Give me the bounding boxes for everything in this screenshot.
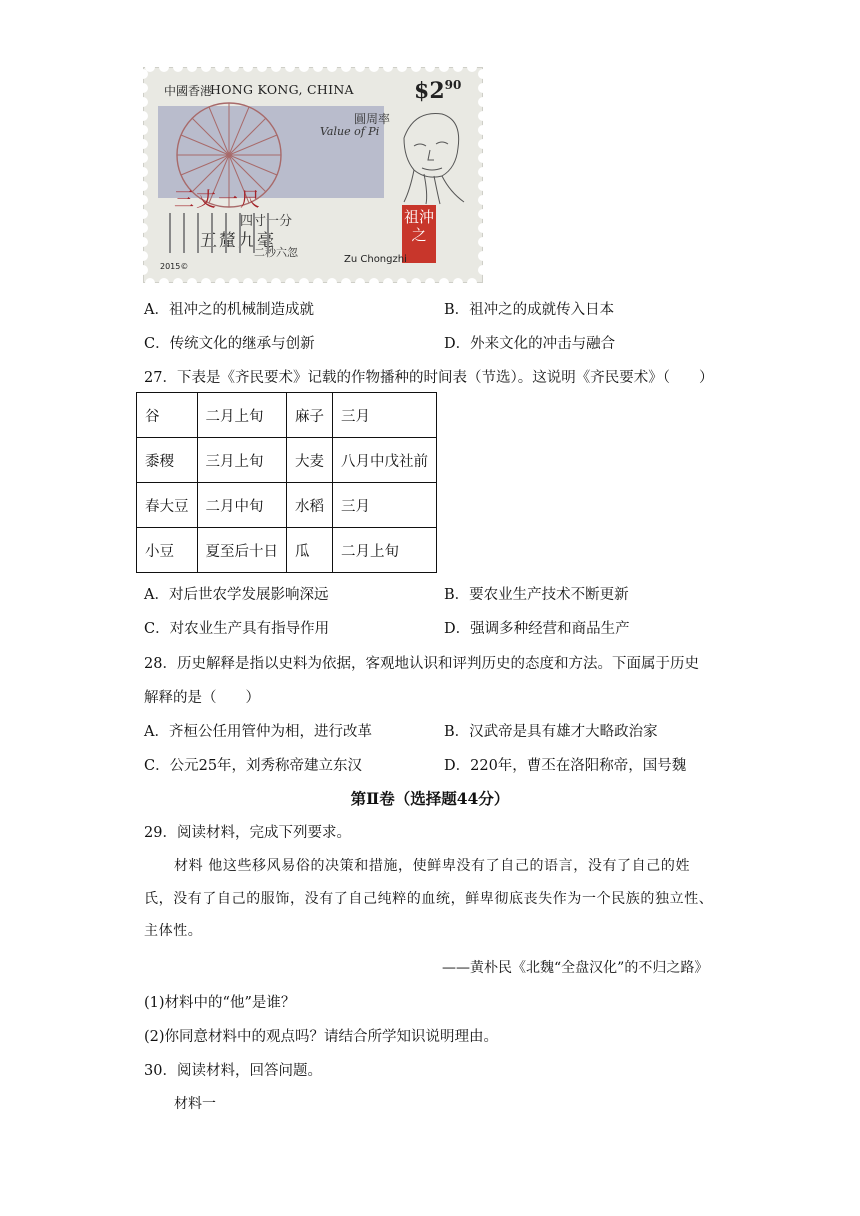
table-row bbox=[137, 438, 437, 483]
stamp-perforation bbox=[257, 278, 267, 288]
table-cell: 二月上旬 bbox=[197, 393, 287, 438]
stamp-calligraphy-2: 四寸一分 bbox=[240, 214, 293, 229]
stamp-perforation bbox=[478, 223, 488, 233]
stamp-perforation bbox=[341, 278, 351, 288]
stamp-perforation bbox=[229, 62, 239, 72]
stamp-price-main: 2 bbox=[429, 78, 445, 104]
table-cell: 谷 bbox=[137, 393, 198, 438]
table-cell: 夏至后十日 bbox=[197, 528, 287, 573]
table-row bbox=[137, 483, 437, 528]
q28-stem-line1: 28．历史解释是指以史料为依据，客观地认识和评判历史的态度和方法。下面属于历史 bbox=[144, 656, 699, 672]
stamp-perforation bbox=[138, 251, 148, 261]
table-cell: 小豆 bbox=[137, 528, 198, 573]
stamp-perforation bbox=[285, 62, 295, 72]
stamp-perforation bbox=[369, 62, 379, 72]
stamp-perforation bbox=[341, 62, 351, 72]
table-cell: 三月上旬 bbox=[197, 438, 287, 483]
stamp-perforation bbox=[439, 62, 449, 72]
stamp-perforation bbox=[478, 125, 488, 135]
stamp-perforation bbox=[439, 278, 449, 288]
stamp-perforation bbox=[478, 69, 488, 79]
stamp-calligraphy-4: 二秒六忽 bbox=[254, 246, 298, 259]
table-cell: 二月中旬 bbox=[197, 483, 287, 528]
stamp-perforation bbox=[411, 278, 421, 288]
stamp-perforation bbox=[271, 62, 281, 72]
q29-material-line3: 主体性。 bbox=[144, 923, 203, 939]
stamp-perforation bbox=[159, 278, 169, 288]
table-cell: 三月 bbox=[333, 483, 437, 528]
table-cell: 八月中戊社前 bbox=[333, 438, 437, 483]
stamp-perforation bbox=[138, 125, 148, 135]
stamp-calligraphy-1: 三丈一尺 bbox=[174, 187, 262, 211]
abacus-rods-drawing bbox=[160, 208, 280, 258]
stamp-title-cn: 圓周率 bbox=[354, 112, 391, 126]
stamp-perforation bbox=[138, 167, 148, 177]
stamp-red-seal: 祖沖之 bbox=[402, 205, 436, 263]
stamp-perforation bbox=[159, 62, 169, 72]
q29-stem: 29．阅读材料，完成下列要求。 bbox=[144, 825, 351, 841]
stamp-perforation bbox=[313, 62, 323, 72]
crop-sowing-table bbox=[136, 392, 437, 573]
stamp-header-en: HONG KONG, CHINA bbox=[210, 82, 354, 97]
stamp-perforation bbox=[173, 62, 183, 72]
q26-option-a: A．祖冲之的机械制造成就 bbox=[144, 302, 314, 318]
stamp-perforation bbox=[478, 265, 488, 275]
q27-option-d: D．强调多种经营和商品生产 bbox=[444, 621, 630, 637]
stamp-perforation bbox=[138, 97, 148, 107]
stamp-perforation bbox=[138, 237, 148, 247]
q28-option-a: A．齐桓公任用管仲为相，进行改革 bbox=[144, 724, 372, 740]
stamp-perforation bbox=[187, 62, 197, 72]
stamp-perforation bbox=[478, 83, 488, 93]
stamp-perforation bbox=[138, 153, 148, 163]
zu-chongzhi-portrait bbox=[384, 98, 474, 208]
stamp-price-cents: 90 bbox=[444, 78, 462, 92]
stamp-perforation bbox=[411, 62, 421, 72]
stamp-perforation bbox=[138, 139, 148, 149]
stamp-year: 2015© bbox=[160, 262, 189, 271]
table-row bbox=[137, 393, 437, 438]
stamp-perforation bbox=[327, 62, 337, 72]
stamp-perforation bbox=[257, 62, 267, 72]
q27-stem: 27．下表是《齐民要术》记载的作物播种的时间表（节选）。这说明《齐民要术》（ ） bbox=[144, 370, 714, 386]
q28-option-b: B．汉武帝是具有雄才大略政治家 bbox=[444, 724, 658, 740]
stamp-perforation bbox=[453, 278, 463, 288]
stamp-header-cn: 中國香港 bbox=[164, 84, 213, 98]
q26-option-b: B．祖冲之的成就传入日本 bbox=[444, 302, 615, 318]
stamp-perforation bbox=[355, 62, 365, 72]
stamp-title-en: Value of Pi bbox=[320, 125, 380, 138]
q30-stem: 30．阅读材料，回答问题。 bbox=[144, 1063, 322, 1079]
stamp-perforation bbox=[138, 111, 148, 121]
q29-source: ——黄朴民《北魏“全盘汉化”的不归之路》 bbox=[442, 960, 709, 976]
stamp-perforation bbox=[138, 69, 148, 79]
stamp-perforation bbox=[467, 62, 477, 72]
stamp-perforation bbox=[383, 62, 393, 72]
stamp-perforation bbox=[478, 153, 488, 163]
stamp-perforation bbox=[397, 278, 407, 288]
stamp-perforation bbox=[478, 111, 488, 121]
stamp-perforation bbox=[478, 139, 488, 149]
stamp-perforation bbox=[187, 278, 197, 288]
stamp-perforation bbox=[327, 278, 337, 288]
stamp-perforation bbox=[173, 278, 183, 288]
q27-option-b: B．要农业生产技术不断更新 bbox=[444, 587, 629, 603]
table-cell: 春大豆 bbox=[137, 483, 198, 528]
stamp-perforation bbox=[271, 278, 281, 288]
q27-option-a: A．对后世农学发展影响深远 bbox=[144, 587, 329, 603]
stamp-calligraphy-3: 五釐九毫 bbox=[200, 231, 276, 251]
stamp-perforation bbox=[313, 278, 323, 288]
table-cell: 大麦 bbox=[287, 438, 333, 483]
stamp-perforation bbox=[215, 62, 225, 72]
stamp-perforation bbox=[138, 223, 148, 233]
stamp-perforation bbox=[215, 278, 225, 288]
stamp-perforation bbox=[138, 181, 148, 191]
table-cell: 黍稷 bbox=[137, 438, 198, 483]
stamp-perforation bbox=[478, 251, 488, 261]
table-cell: 水稻 bbox=[287, 483, 333, 528]
stamp-perforation bbox=[383, 278, 393, 288]
q26-option-c: C．传统文化的继承与创新 bbox=[144, 336, 315, 352]
stamp-perforation bbox=[397, 62, 407, 72]
stamp-perforation bbox=[138, 209, 148, 219]
q29-material-line2: 氏，没有了自己的服饰，没有了自己纯粹的血统，鲜卑彻底丧失作为一个民族的独立性、 bbox=[144, 891, 714, 907]
stamp-perforation bbox=[425, 62, 435, 72]
stamp-perforation bbox=[201, 62, 211, 72]
stamp-perforation bbox=[229, 278, 239, 288]
stamp-perforation bbox=[478, 167, 488, 177]
q28-option-c: C．公元25年，刘秀称帝建立东汉 bbox=[144, 758, 363, 774]
stamp-perforation bbox=[425, 278, 435, 288]
table-cell: 麻子 bbox=[287, 393, 333, 438]
stamp-perforation bbox=[243, 278, 253, 288]
zu-chongzhi-stamp bbox=[143, 67, 483, 283]
stamp-perforation bbox=[138, 195, 148, 205]
stamp-price-dollar: $ bbox=[414, 78, 430, 104]
table-cell: 二月上旬 bbox=[333, 528, 437, 573]
q29-sub1: (1)材料中的“他”是谁？ bbox=[144, 995, 296, 1011]
stamp-perforation bbox=[201, 278, 211, 288]
q28-stem-line2: 解释的是（ ） bbox=[144, 690, 260, 706]
stamp-perforation bbox=[285, 278, 295, 288]
stamp-perforation bbox=[145, 278, 155, 288]
q30-material1: 材料一 bbox=[174, 1096, 216, 1112]
table-cell: 瓜 bbox=[287, 528, 333, 573]
stamp-perforation bbox=[478, 181, 488, 191]
stamp-perforation bbox=[299, 278, 309, 288]
stamp-perforation bbox=[243, 62, 253, 72]
stamp-perforation bbox=[478, 195, 488, 205]
stamp-perforation bbox=[478, 237, 488, 247]
stamp-perforation bbox=[138, 265, 148, 275]
stamp-perforation bbox=[467, 278, 477, 288]
q27-option-c: C．对农业生产具有指导作用 bbox=[144, 621, 330, 637]
section-2-title: 第Ⅱ卷（选择题44分） bbox=[350, 789, 510, 808]
table-cell: 三月 bbox=[333, 393, 437, 438]
stamp-perforation bbox=[453, 62, 463, 72]
stamp-perforation bbox=[478, 209, 488, 219]
q29-sub2: (2)你同意材料中的观点吗？请结合所学知识说明理由。 bbox=[144, 1029, 499, 1045]
stamp-perforation bbox=[299, 62, 309, 72]
q26-option-d: D．外来文化的冲击与融合 bbox=[444, 336, 616, 352]
table-row bbox=[137, 528, 437, 573]
stamp-perforation bbox=[478, 97, 488, 107]
stamp-perforation bbox=[355, 278, 365, 288]
q28-option-d: D．220年，曹丕在洛阳称帝，国号魏 bbox=[444, 758, 687, 774]
q29-material-line1: 材料 他这些移风易俗的决策和措施，使鲜卑没有了自己的语言，没有了自己的姓 bbox=[174, 858, 691, 874]
stamp-caption: Zu Chongzhi bbox=[344, 254, 407, 265]
stamp-perforation bbox=[369, 278, 379, 288]
stamp-perforation bbox=[138, 83, 148, 93]
